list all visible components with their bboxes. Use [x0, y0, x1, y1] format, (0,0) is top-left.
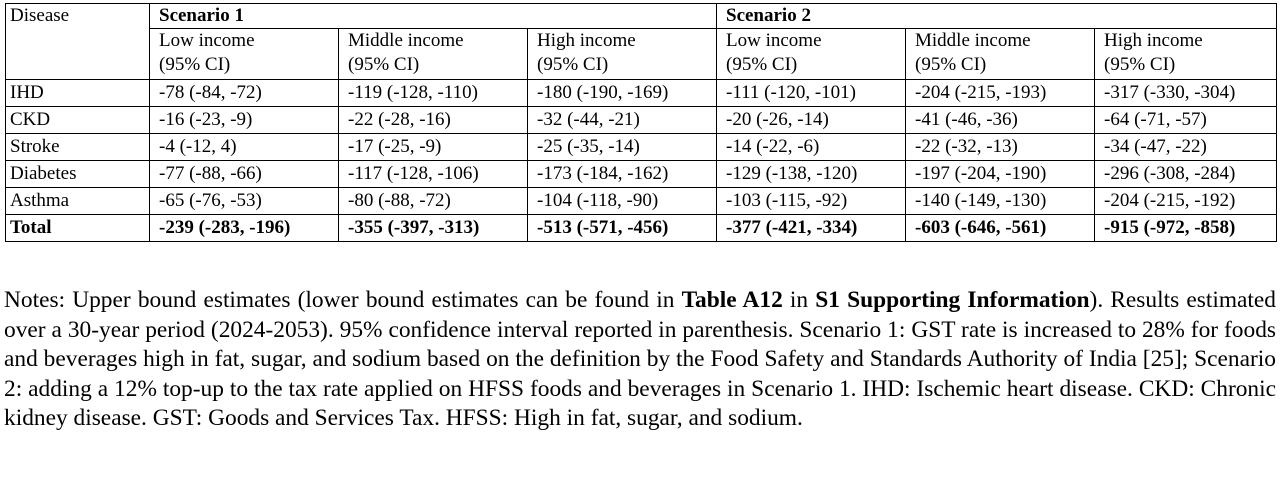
table-row [6, 215, 1277, 242]
income-group-label: Low income [726, 30, 822, 51]
income-group-label: Middle income [348, 30, 464, 51]
estimate-cell: -140 (-149, -130) [906, 188, 1095, 215]
estimate-cell: -22 (-32, -13) [906, 134, 1095, 161]
estimate-cell: -117 (-128, -106) [339, 161, 528, 188]
table-notes [4, 286, 1276, 434]
income-header-row [6, 29, 1277, 80]
ci-label: (95% CI) [348, 54, 420, 75]
estimate-cell: -34 (-47, -22) [1095, 134, 1277, 161]
disease-name-cell: Asthma [6, 188, 150, 215]
estimate-cell: -204 (-215, -192) [1095, 188, 1277, 215]
estimate-cell: -77 (-88, -66) [150, 161, 339, 188]
scenario-header-row [6, 4, 1277, 29]
income-group-label: High income [1104, 30, 1203, 51]
table-row [6, 161, 1277, 188]
ci-label: (95% CI) [537, 54, 609, 75]
estimate-cell: -4 (-12, 4) [150, 134, 339, 161]
estimate-cell: -22 (-28, -16) [339, 107, 528, 134]
ci-label: (95% CI) [1104, 54, 1176, 75]
estimate-cell: -317 (-330, -304) [1095, 80, 1277, 107]
estimate-cell: -80 (-88, -72) [339, 188, 528, 215]
ci-label: (95% CI) [726, 54, 798, 75]
notes-text-part2: in [782, 287, 816, 313]
table-row [6, 134, 1277, 161]
table-row [6, 107, 1277, 134]
estimate-cell: -239 (-283, -196) [150, 215, 339, 242]
estimate-cell: -915 (-972, -858) [1095, 215, 1277, 242]
estimate-cell: -513 (-571, -456) [528, 215, 717, 242]
table-row [6, 80, 1277, 107]
estimate-cell: -103 (-115, -92) [717, 188, 906, 215]
disease-name-cell: Diabetes [6, 161, 150, 188]
estimate-cell: -64 (-71, -57) [1095, 107, 1277, 134]
estimate-cell: -119 (-128, -110) [339, 80, 528, 107]
estimate-cell: -197 (-204, -190) [906, 161, 1095, 188]
estimate-cell: -296 (-308, -284) [1095, 161, 1277, 188]
estimate-cell: -111 (-120, -101) [717, 80, 906, 107]
results-table [5, 3, 1277, 242]
income-group-label: Low income [159, 30, 255, 51]
income-group-label: High income [537, 30, 636, 51]
income-header-cell [717, 29, 906, 80]
estimate-cell: -603 (-646, -561) [906, 215, 1095, 242]
estimate-cell: -25 (-35, -14) [528, 134, 717, 161]
notes-supporting-info-reference: S1 Supporting Information [815, 287, 1090, 313]
estimate-cell: -41 (-46, -36) [906, 107, 1095, 134]
notes-text-part1: Notes: Upper bound estimates (lower bound estimates can be found in [4, 287, 682, 313]
income-group-label: Middle income [915, 30, 1031, 51]
income-header-cell [150, 29, 339, 80]
scenario-2-header: Scenario 2 [717, 4, 1277, 29]
estimate-cell: -129 (-138, -120) [717, 161, 906, 188]
estimate-cell: -17 (-25, -9) [339, 134, 528, 161]
disease-name-cell: IHD [6, 80, 150, 107]
ci-label: (95% CI) [159, 54, 231, 75]
disease-name-cell: Total [6, 215, 150, 242]
estimate-cell: -104 (-118, -90) [528, 188, 717, 215]
notes-table-reference: Table A12 [681, 287, 783, 313]
estimate-cell: -355 (-397, -313) [339, 215, 528, 242]
estimate-cell: -377 (-421, -334) [717, 215, 906, 242]
estimate-cell: -180 (-190, -169) [528, 80, 717, 107]
scenario-1-header: Scenario 1 [150, 4, 717, 29]
estimate-cell: -32 (-44, -21) [528, 107, 717, 134]
income-header-cell [1095, 29, 1277, 80]
estimate-cell: -65 (-76, -53) [150, 188, 339, 215]
income-header-cell [339, 29, 528, 80]
table-row [6, 188, 1277, 215]
disease-name-cell: CKD [6, 107, 150, 134]
estimate-cell: -14 (-22, -6) [717, 134, 906, 161]
ci-label: (95% CI) [915, 54, 987, 75]
estimate-cell: -16 (-23, -9) [150, 107, 339, 134]
estimate-cell: -204 (-215, -193) [906, 80, 1095, 107]
estimate-cell: -173 (-184, -162) [528, 161, 717, 188]
disease-name-cell: Stroke [6, 134, 150, 161]
estimate-cell: -20 (-26, -14) [717, 107, 906, 134]
notes-text-part3: ). Results estimated over a 30-year period (2024-2053). 95% confidence interval reported in parenthesis. Scenario 1: GST rate is increased to 28% for foods and beverages high in fat, sugar, and sodium based on the definition by the Food Safety and Standards Authority of India [25]; Scenario 2: adding a 12% top-up to the tax rate applied on HFSS foods and beverages in Scenario 1. IHD: Ischemic heart disease. CKD: Chronic kidney disease. GST: Goods and Services Tax. HFSS: High in fat, sugar, and sodium. [4, 287, 1276, 431]
estimate-cell: -78 (-84, -72) [150, 80, 339, 107]
income-header-cell [528, 29, 717, 80]
disease-column-header: Disease [6, 4, 150, 80]
income-header-cell [906, 29, 1095, 80]
